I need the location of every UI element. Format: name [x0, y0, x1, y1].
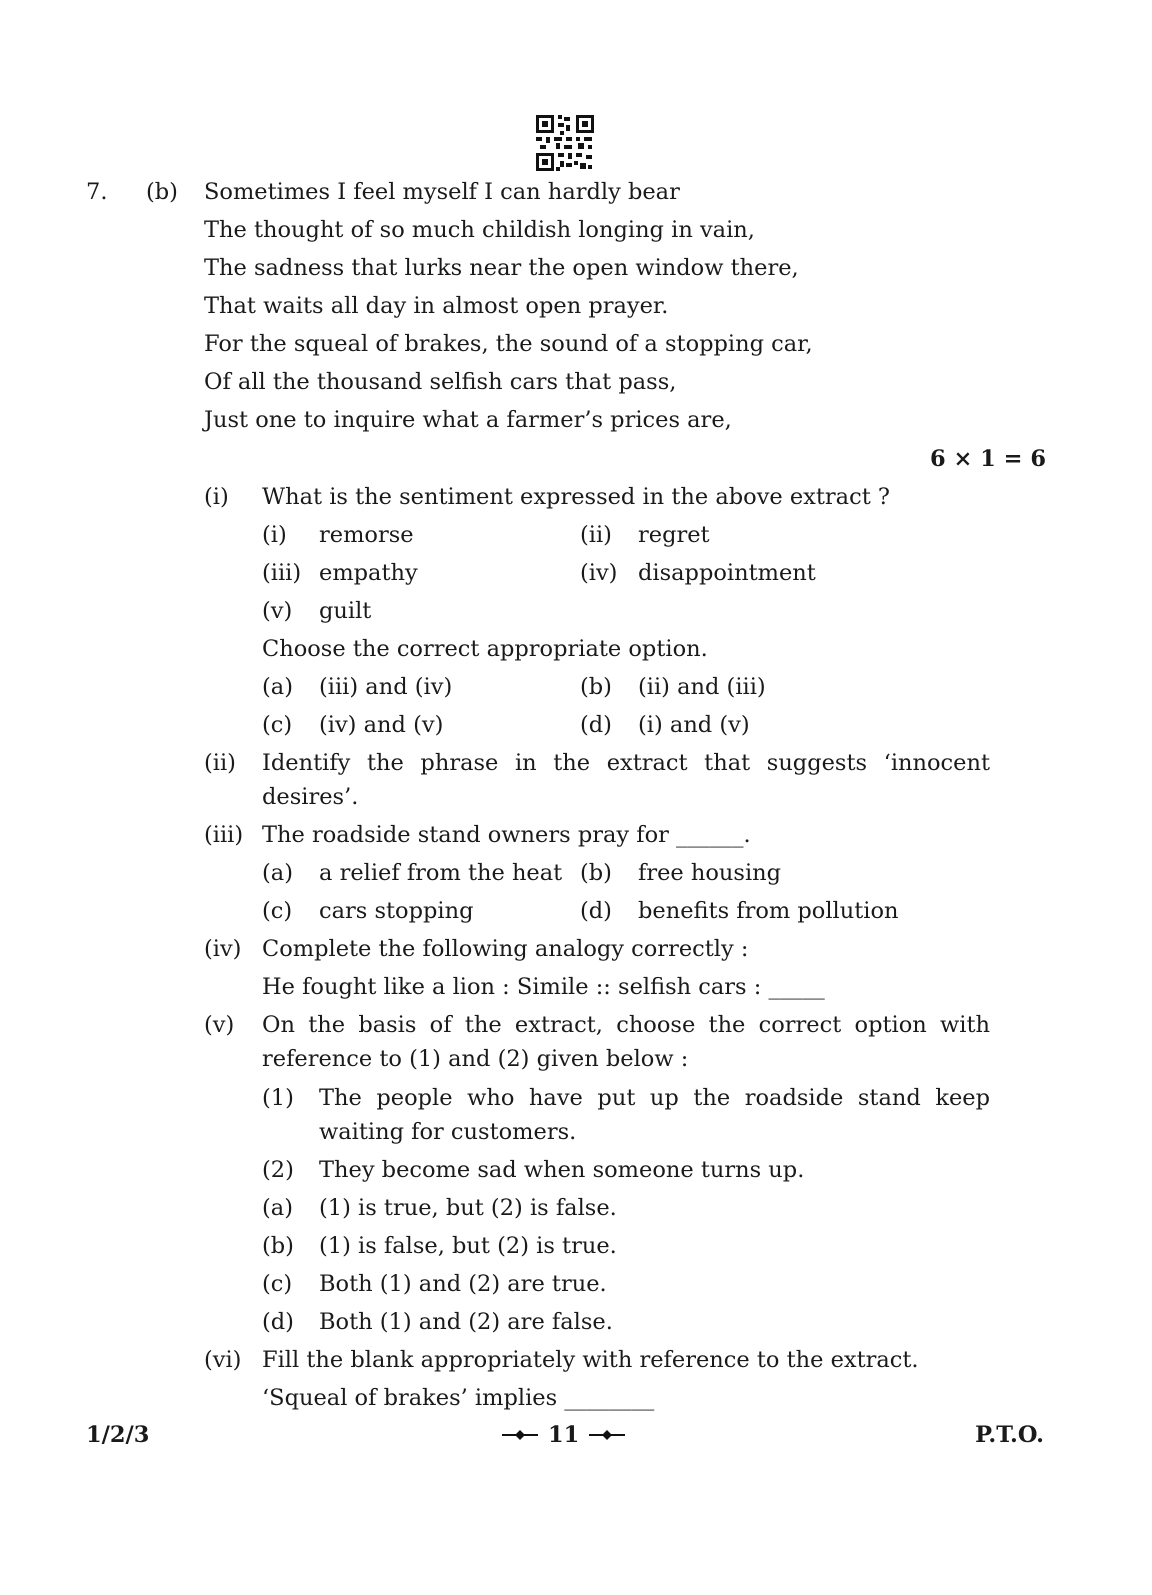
choice-letter: (a): [262, 860, 293, 886]
poem-line: For the squeal of brakes, the sound of a stopping car,: [204, 331, 813, 357]
choice-letter: (b): [580, 860, 612, 886]
ornament-left-icon: [502, 1428, 538, 1442]
choice-text: free housing: [638, 860, 782, 886]
subquestion-text: Fill the blank appropriately with reference to the extract.: [262, 1347, 919, 1373]
choice-text: Both (1) and (2) are false.: [319, 1309, 613, 1335]
poem-line: Of all the thousand selfish cars that pass,: [204, 369, 677, 395]
choice-text: cars stopping: [319, 898, 474, 924]
subquestion-text: Identify the phrase in the extract that suggests ‘innocent: [262, 750, 990, 776]
page-number-group: [502, 1424, 625, 1447]
subquestion-text: Complete the following analogy correctly :: [262, 936, 749, 962]
question-part: (b): [146, 179, 178, 205]
subquestion-text-continued: desires’.: [262, 784, 359, 810]
marks-allocation: 6 × 1 = 6: [929, 446, 1046, 472]
choice-text: (1) is true, but (2) is false.: [319, 1195, 617, 1221]
subquestion-text: What is the sentiment expressed in the above extract ?: [262, 484, 890, 510]
statement-number: (1): [262, 1085, 294, 1111]
subquestion-number: (ii): [204, 750, 236, 776]
choice-letter: (b): [262, 1233, 294, 1259]
statement-text-continued: waiting for customers.: [319, 1119, 577, 1145]
choice-letter: (d): [580, 712, 612, 738]
choice-text: Both (1) and (2) are true.: [319, 1271, 607, 1297]
choice-text: (i) and (v): [638, 712, 750, 738]
option-text: remorse: [319, 522, 414, 548]
option-text: empathy: [319, 560, 418, 586]
option-text: regret: [638, 522, 710, 548]
choice-letter: (d): [262, 1309, 294, 1335]
subquestion-number: (vi): [204, 1347, 242, 1373]
choice-text: a relief from the heat: [319, 860, 563, 886]
poem-line: Just one to inquire what a farmer’s prices are,: [204, 407, 732, 433]
poem-line: Sometimes I feel myself I can hardly bear: [204, 179, 680, 205]
page-number: 11: [548, 1422, 580, 1448]
choice-text: (ii) and (iii): [638, 674, 766, 700]
poem-line: The thought of so much childish longing in vain,: [204, 217, 755, 243]
subquestion-number: (iv): [204, 936, 242, 962]
option-number: (v): [262, 598, 293, 624]
option-text: guilt: [319, 598, 372, 624]
choice-letter: (a): [262, 1195, 293, 1221]
subquestion-text-continued: reference to (1) and (2) given below :: [262, 1046, 689, 1072]
choice-text: (1) is false, but (2) is true.: [319, 1233, 617, 1259]
option-text: disappointment: [638, 560, 816, 586]
subquestion-text: On the basis of the extract, choose the correct option with: [262, 1012, 990, 1038]
option-number: (iv): [580, 560, 618, 586]
poem-line: The sadness that lurks near the open window there,: [204, 255, 799, 281]
poem-line: That waits all day in almost open prayer.: [204, 293, 669, 319]
subquestion-number: (i): [204, 484, 229, 510]
qr-code: [536, 115, 594, 171]
choice-letter: (d): [580, 898, 612, 924]
pto-label: P.T.O.: [975, 1422, 1044, 1448]
instruction-text: Choose the correct appropriate option.: [262, 636, 708, 662]
fill-blank-text: ‘Squeal of brakes’ implies ________: [262, 1385, 655, 1411]
option-number: (i): [262, 522, 287, 548]
choice-text: benefits from pollution: [638, 898, 899, 924]
option-number: (ii): [580, 522, 612, 548]
choice-letter: (c): [262, 898, 293, 924]
ornament-right-icon: [589, 1428, 625, 1442]
statement-text: They become sad when someone turns up.: [319, 1157, 805, 1183]
option-number: (iii): [262, 560, 302, 586]
question-number: 7.: [86, 179, 108, 205]
analogy-text: He fought like a lion : Simile :: selfish cars : _____: [262, 974, 825, 1000]
choice-text: (iv) and (v): [319, 712, 444, 738]
choice-letter: (a): [262, 674, 293, 700]
subquestion-number: (v): [204, 1012, 235, 1038]
subquestion-text: The roadside stand owners pray for ______.: [262, 822, 751, 848]
choice-letter: (c): [262, 1271, 293, 1297]
subquestion-number: (iii): [204, 822, 244, 848]
choice-text: (iii) and (iv): [319, 674, 453, 700]
choice-letter: (b): [580, 674, 612, 700]
paper-code: 1/2/3: [86, 1422, 150, 1448]
statement-text: The people who have put up the roadside stand keep: [319, 1085, 990, 1111]
choice-letter: (c): [262, 712, 293, 738]
statement-number: (2): [262, 1157, 294, 1183]
